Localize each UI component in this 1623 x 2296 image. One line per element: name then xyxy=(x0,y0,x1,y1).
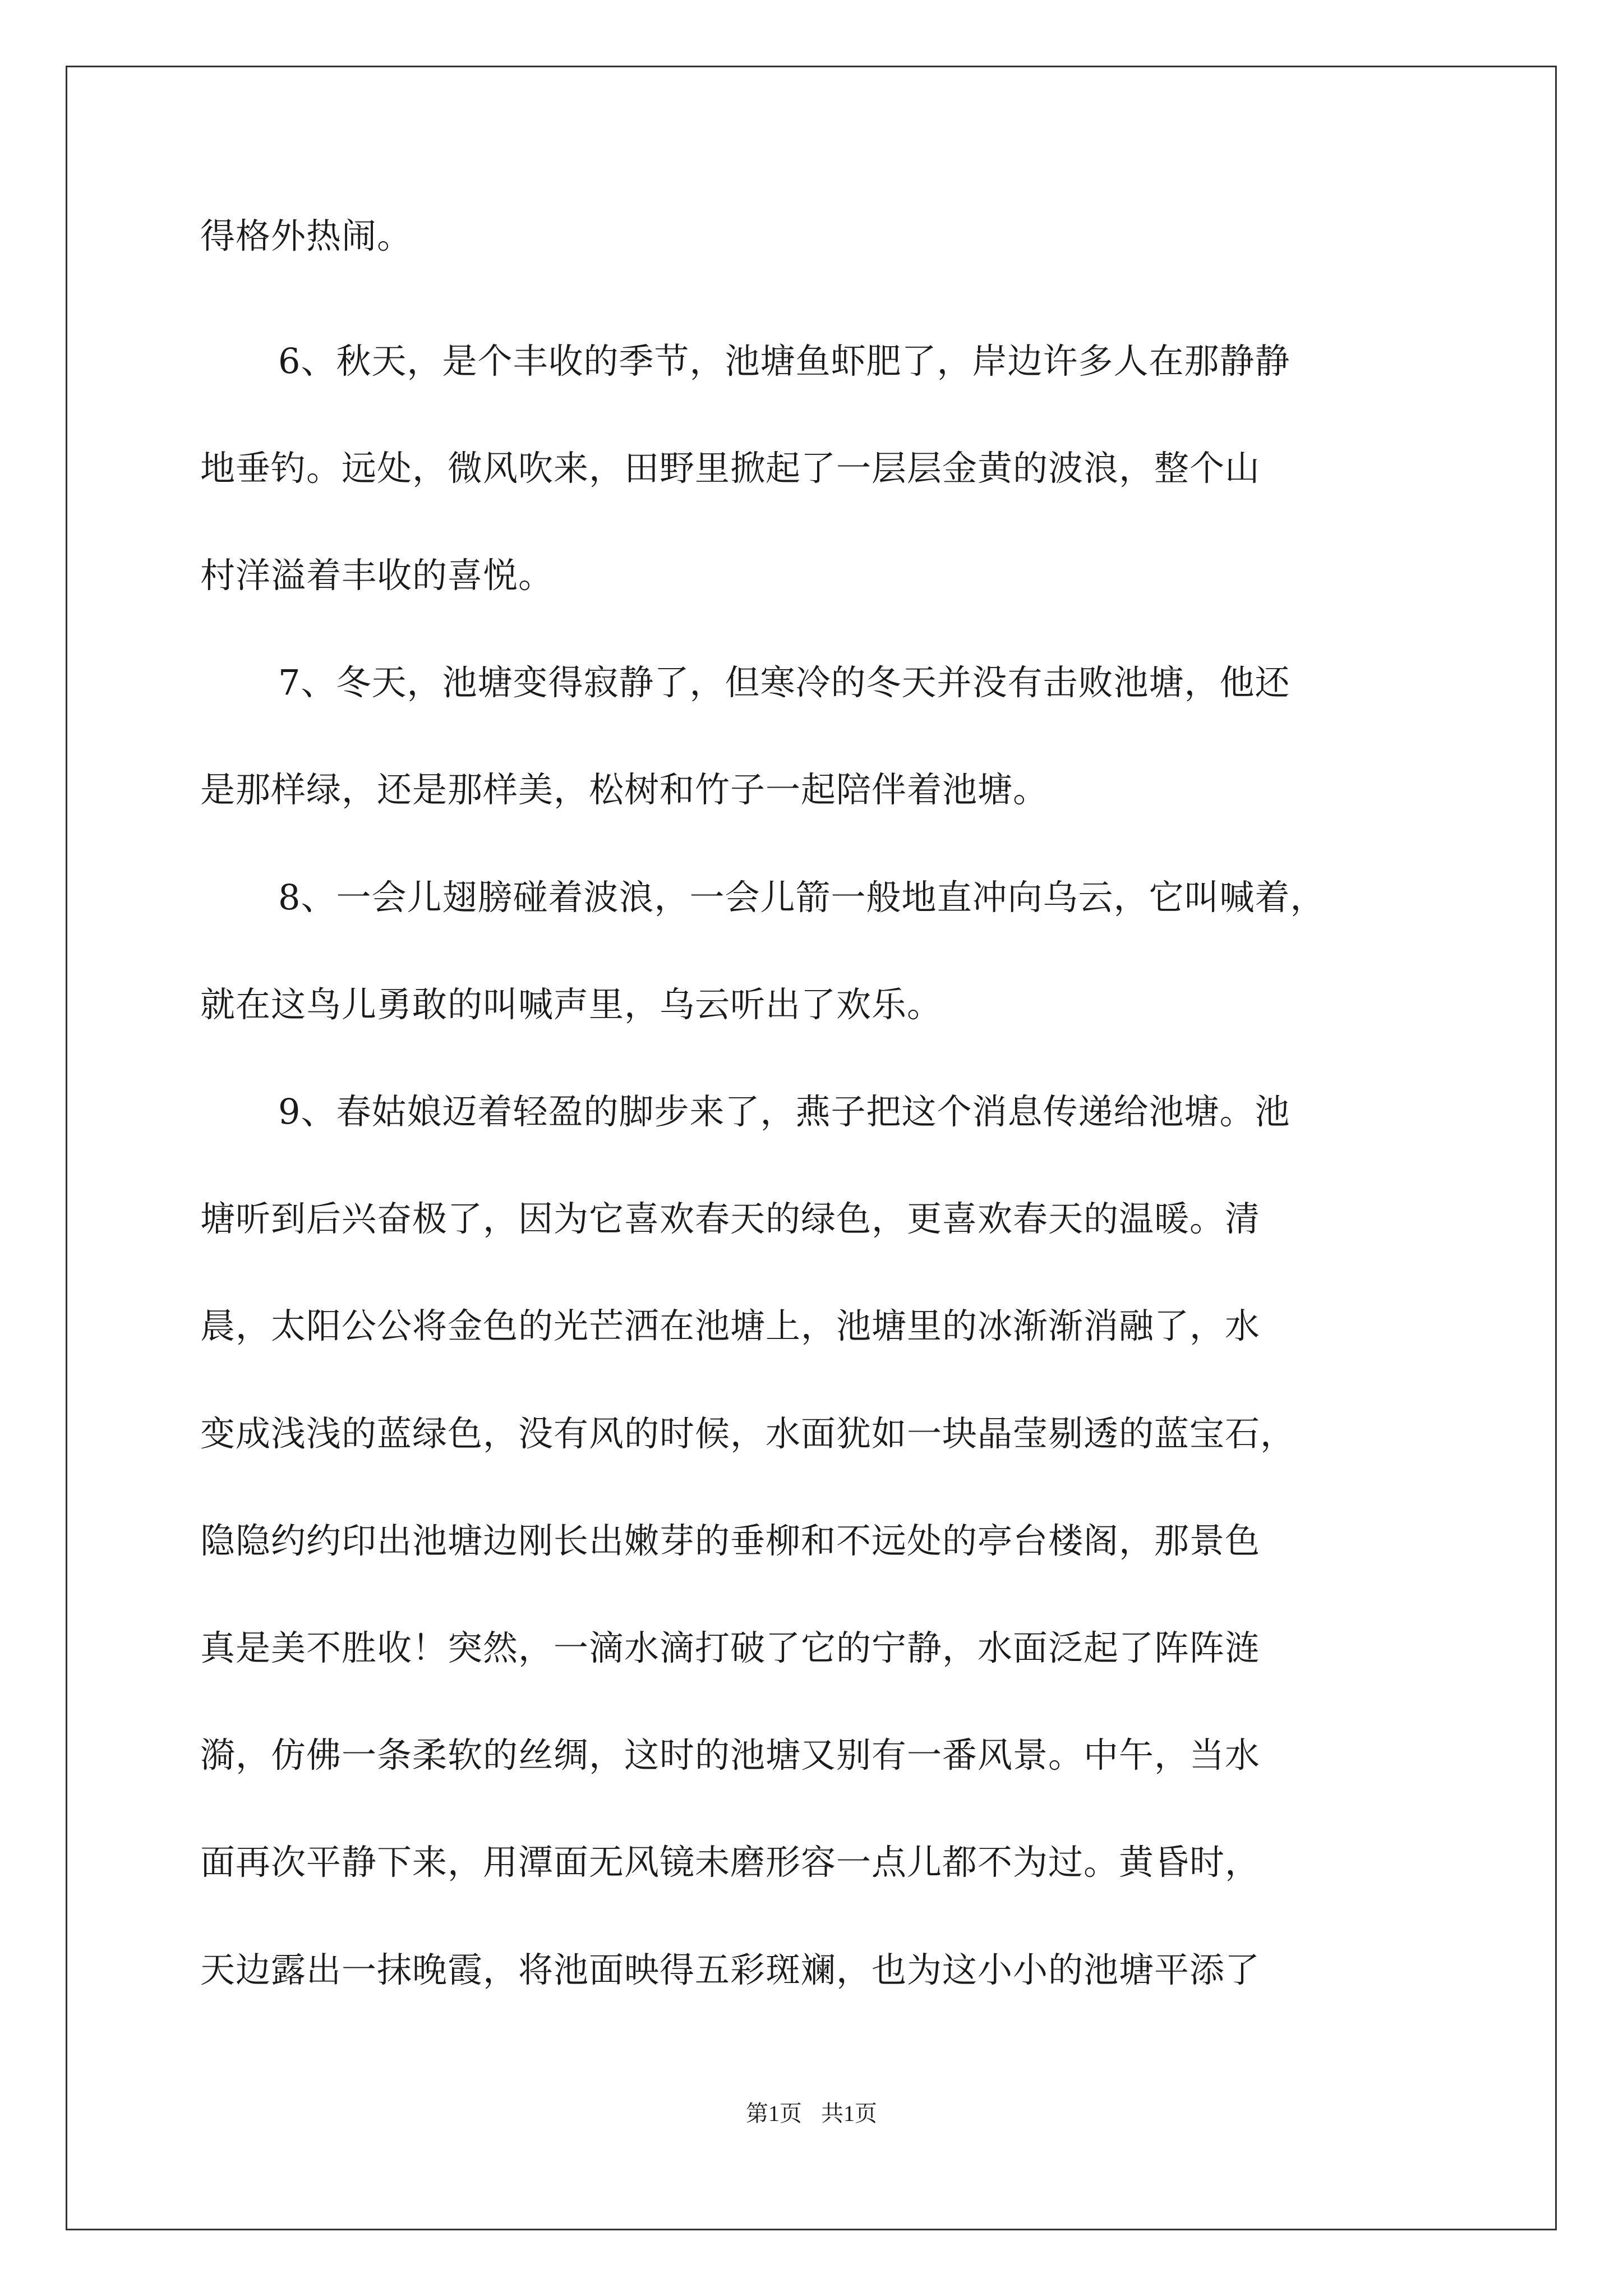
text-line: 塘听到后兴奋极了，因为它喜欢春天的绿色，更喜欢春天的温暖。清 xyxy=(200,1198,1261,1239)
text-line: 就在这鸟儿勇敢的叫喊声里，乌云听出了欢乐。 xyxy=(200,984,943,1025)
paragraph-6-start: 6、秋天，是个丰收的季节，池塘鱼虾肥了，岸边许多人在那静静 xyxy=(278,341,1290,381)
text-line: 隐隐约约印出池塘边刚长出嫩芽的垂柳和不远处的亭台楼阁，那景色 xyxy=(200,1520,1261,1561)
text-line: 漪，仿佛一条柔软的丝绸，这时的池塘又别有一番风景。中午，当水 xyxy=(200,1734,1261,1775)
text-line: 村洋溢着丰收的喜悦。 xyxy=(200,555,554,596)
text-line: 面再次平静下来，用潭面无风镜未磨形容一点儿都不为过。黄昏时， xyxy=(200,1842,1261,1883)
page-number-total: 共1页 xyxy=(821,2101,877,2126)
page-number-current: 第1页 xyxy=(746,2101,802,2126)
text-line: 得格外热闹。 xyxy=(200,215,413,256)
text-line: 晨，太阳公公将金色的光芒洒在池塘上，池塘里的冰渐渐消融了，水 xyxy=(200,1305,1261,1346)
text-line: 是那样绿，还是那样美，松树和竹子一起陪伴着池塘。 xyxy=(200,769,1049,810)
page-border xyxy=(66,66,1557,2230)
text-line: 真是美不胜收！突然，一滴水滴打破了它的宁静，水面泛起了阵阵涟 xyxy=(200,1627,1261,1668)
paragraph-9-start: 9、春姑娘迈着轻盈的脚步来了，燕子把这个消息传递给池塘。池 xyxy=(278,1091,1290,1132)
text-line: 变成浅浅的蓝绿色，没有风的时候，水面犹如一块晶莹剔透的蓝宝石， xyxy=(200,1413,1296,1454)
paragraph-7-start: 7、冬天，池塘变得寂静了，但寒冷的冬天并没有击败池塘，他还 xyxy=(278,662,1290,703)
paragraph-8-start: 8、一会儿翅膀碰着波浪，一会儿箭一般地直冲向乌云，它叫喊着， xyxy=(278,877,1326,918)
text-line: 地垂钓。远处，微风吹来，田野里掀起了一层层金黄的波浪，整个山 xyxy=(200,448,1261,489)
text-line: 天边露出一抹晚霞，将池面映得五彩斑斓，也为这小小的池塘平添了 xyxy=(200,1949,1261,1990)
page-footer xyxy=(0,2098,1623,2129)
